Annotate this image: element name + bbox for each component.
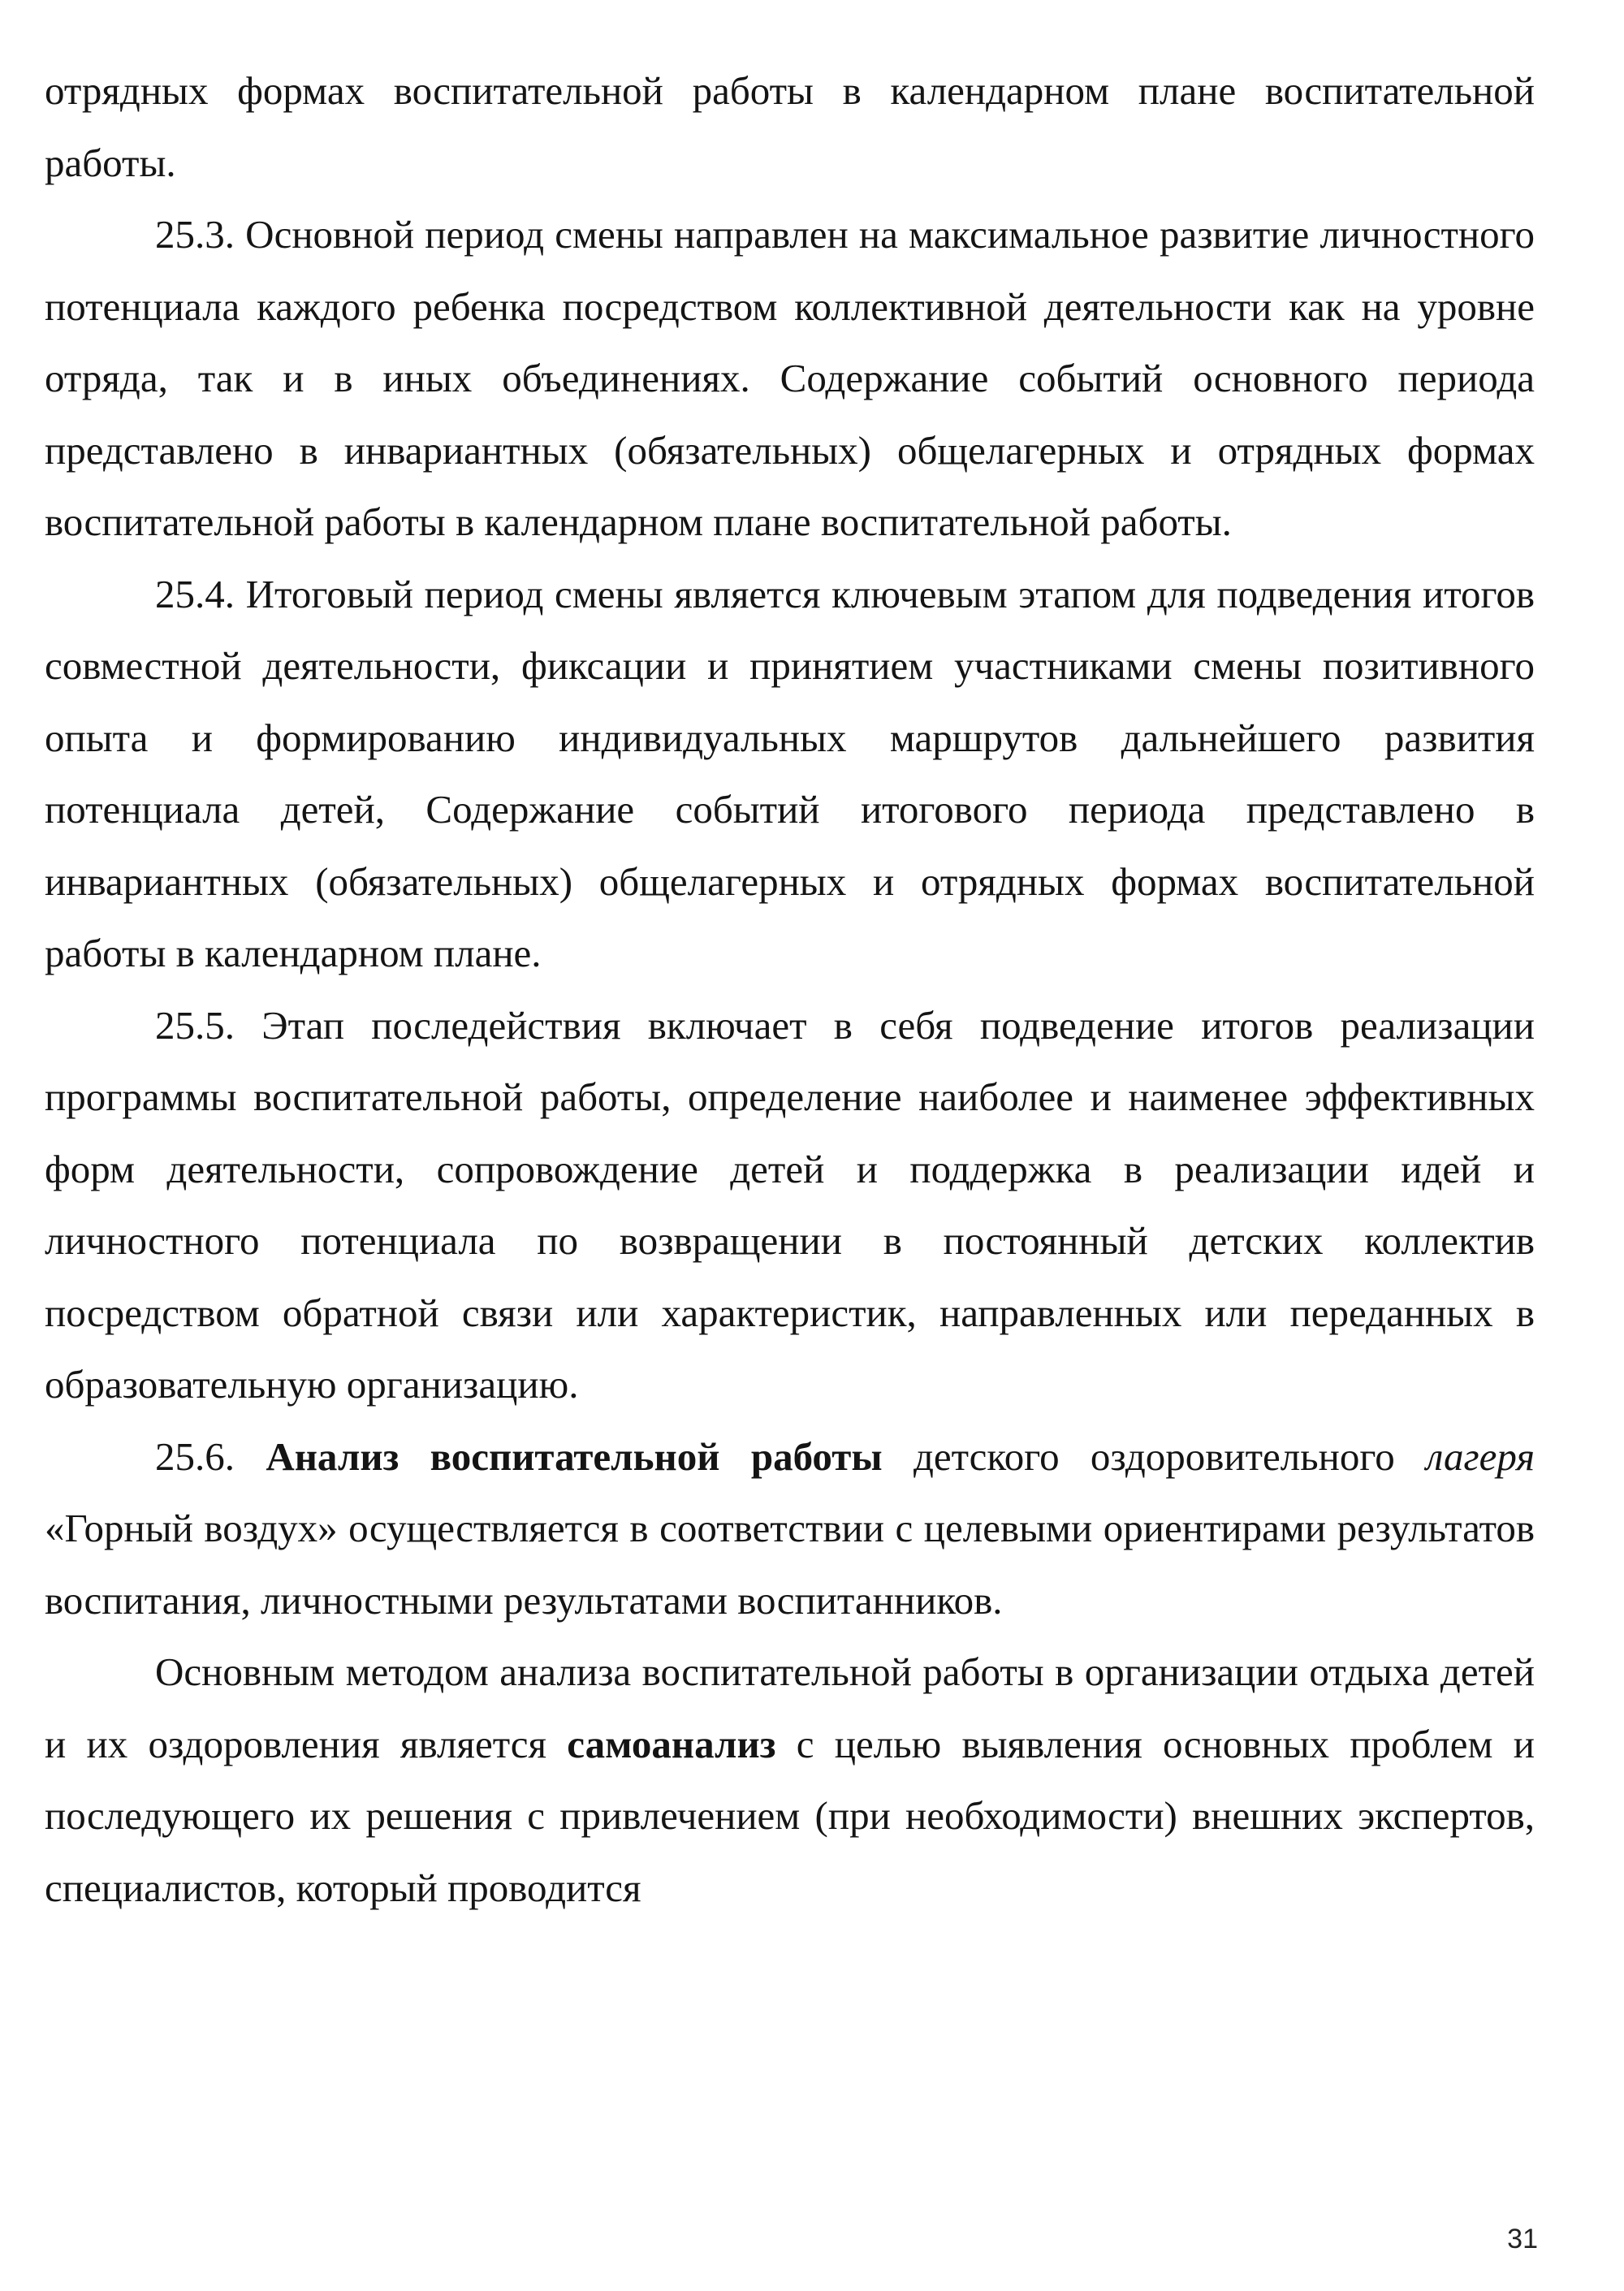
document-page	[45, 55, 1535, 1924]
p4-bold-term: Анализ воспитательной работы	[266, 1433, 883, 1479]
p5-bold-term: самоанализ	[567, 1721, 776, 1766]
paragraph-25-4: 25.4. Итоговый период смены является ключевым этапом для подведения итогов совместной деятельности, фиксации и принятием участниками смены позитивного опыта и формированию индивидуальных маршрутов дальнейшего развития потенциала детей, Содержание событий итогового периода представлено в инвариантных (обязательных) общелагерных и отрядных формах воспитательной работы в календарном плане.	[45, 571, 1535, 975]
paragraph-25-3: 25.3. Основной период смены направлен на максимальное развитие личностного потенциала каждого ребенка посредством коллективной деятельности как на уровне отряда, так и в иных объединениях. Содержание событий основного периода представлено в инвариантных (обязательных) общелагерных и отрядных формах воспитательной работы в календарном плане воспитательной работы.	[45, 212, 1535, 544]
page-number: 31	[1507, 2224, 1538, 2254]
p4-tail: «Горный воздух» осуществляется в соответствии с целевыми ориентирами результатов воспитания, личностными результатами воспитанников.	[45, 1506, 1535, 1623]
p4-italic-term: лагеря	[1426, 1433, 1535, 1479]
p4-lead: 25.6.	[155, 1433, 266, 1479]
paragraph-continuation: отрядных формах воспитательной работы в календарном плане воспитательной работы.	[45, 68, 1535, 185]
paragraph-25-5: 25.5. Этап последействия включает в себя подведение итогов реализации программы воспитательной работы, определение наиболее и наименее эффективных форм деятельности, сопровождение детей и поддержка в реализации идей и личностного потенциала по возвращении в постоянный детских коллектив посредством обратной связи или характеристик, направленных или переданных в образовательную организацию.	[45, 1002, 1535, 1407]
p5-lead: Основным методом анализа воспитательной работы в организации отдыха детей и их оздоровления является	[45, 1649, 1535, 1766]
paragraph-25-6	[45, 1421, 1535, 1637]
p4-mid: детского оздоровительного	[882, 1433, 1427, 1479]
paragraph-method	[45, 1636, 1535, 1924]
p5-tail: с целью выявления основных проблем и последующего их решения с привлечением (при необходимости) внешних экспертов, специалистов, который проводится	[45, 1721, 1535, 1910]
